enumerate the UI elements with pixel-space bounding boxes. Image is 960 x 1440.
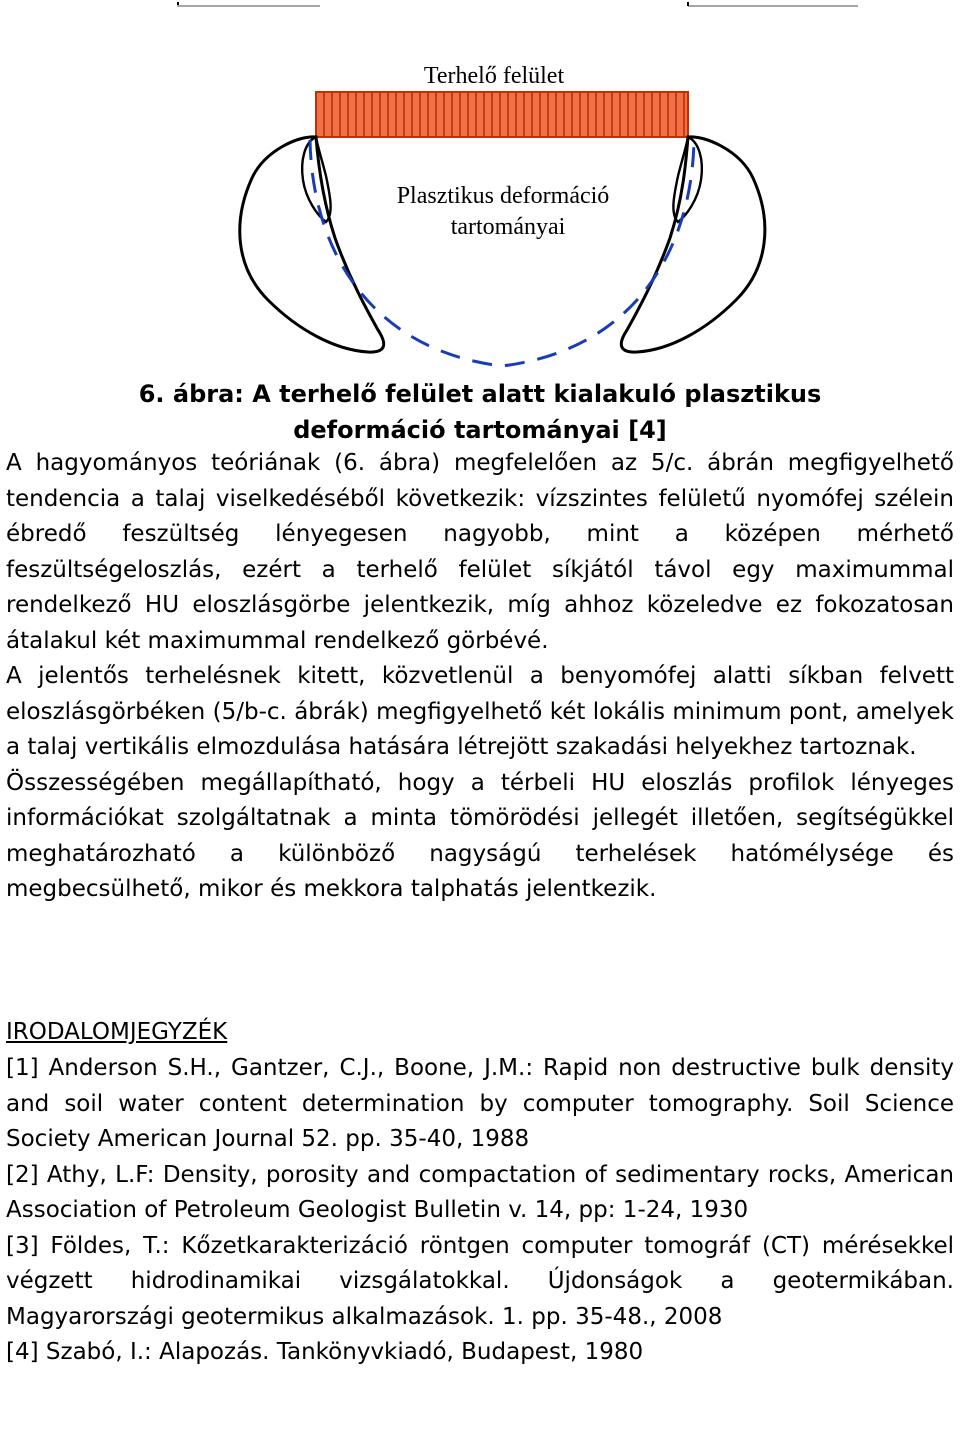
figure-caption-line2: deformáció tartományai [4]	[293, 416, 667, 444]
reference-item: [4] Szabó, I.: Alapozás. Tankönyvkiadó, Budapest, 1980	[6, 1339, 644, 1365]
reference-item: [3] Földes, T.: Kőzetkarakterizáció röntgen computer tomográf (CT) mérésekkel végzett hidrodinamikai vizsgálatokkal. Újdonságok a geotermikában. Magyarországi geotermikus alkalmazások. 1. pp. 35-48., 2008	[6, 1232, 954, 1330]
reference-item: [2] Athy, L.F: Density, porosity and compactation of sedimentary rocks, American Association of Petroleum Geologist Bulletin v. 14, pp: 1-24, 1930	[6, 1161, 954, 1223]
references-title: IRODALOMJEGYZÉK	[6, 1019, 228, 1045]
body-text	[6, 446, 954, 908]
plastic-zone-right	[621, 137, 765, 352]
ground-surface	[178, 2, 858, 6]
paragraph-3: Összességében megállapítható, hogy a térbeli HU eloszlás profilok lényeges információkat szolgáltatnak a minta tömörödési jellegét illetően, segítségükkel meghatározható a különböző nagyságú terhelések hatómélysége és megbecsülhető, mikor és mekkora talphatás jelentkezik.	[6, 769, 954, 902]
failure-surface-arc	[310, 140, 694, 366]
plastic-zone-label-line2: tartományai	[450, 214, 566, 240]
paragraph-2: A jelentős terhelésnek kitett, közvetlenül a benyomófej alatti síkban felvett eloszlásgörbéken (5/b-c. ábrák) megfigyelhető két lokális minimum pont, amelyek a talaj vertikális elmozdulása hatására létrejött szakadási helyekhez tartoznak.	[6, 663, 954, 760]
paragraph-1: A hagyományos teóriának (6. ábra) megfelelően az 5/c. ábrán megfigyelhető tendencia a talaj viselkedéséből következik: vízszintes felületű nyomófej szélein ébredő feszültség lényegesen nagyobb, mint a középen mérhető feszültségeloszlás, ezért a terhelő felület síkjától távol egy maximummal rendelkező HU eloszlásgörbe jelentkezik, míg ahhoz közeledve ez fokozatosan átalakul két maximummal rendelkező görbévé.	[6, 450, 954, 654]
load-surface-label: Terhelő felület	[423, 63, 565, 89]
reference-item: [1] Anderson S.H., Gantzer, C.J., Boone, J.M.: Rapid non destructive bulk density and soil water content determination by computer tomography. Soil Science Society American Journal 52. pp. 35-40, 1988	[6, 1055, 954, 1152]
plastic-zone-left	[240, 137, 384, 352]
plastic-deformation-figure	[0, 0, 960, 378]
figure-caption-line1: 6. ábra: A terhelő felület alatt kialakuló plasztikus	[138, 380, 822, 408]
references-list	[6, 1051, 954, 1371]
plastic-zone-label-line1: Plasztikus deformáció	[396, 183, 610, 209]
load-surface	[316, 92, 688, 137]
